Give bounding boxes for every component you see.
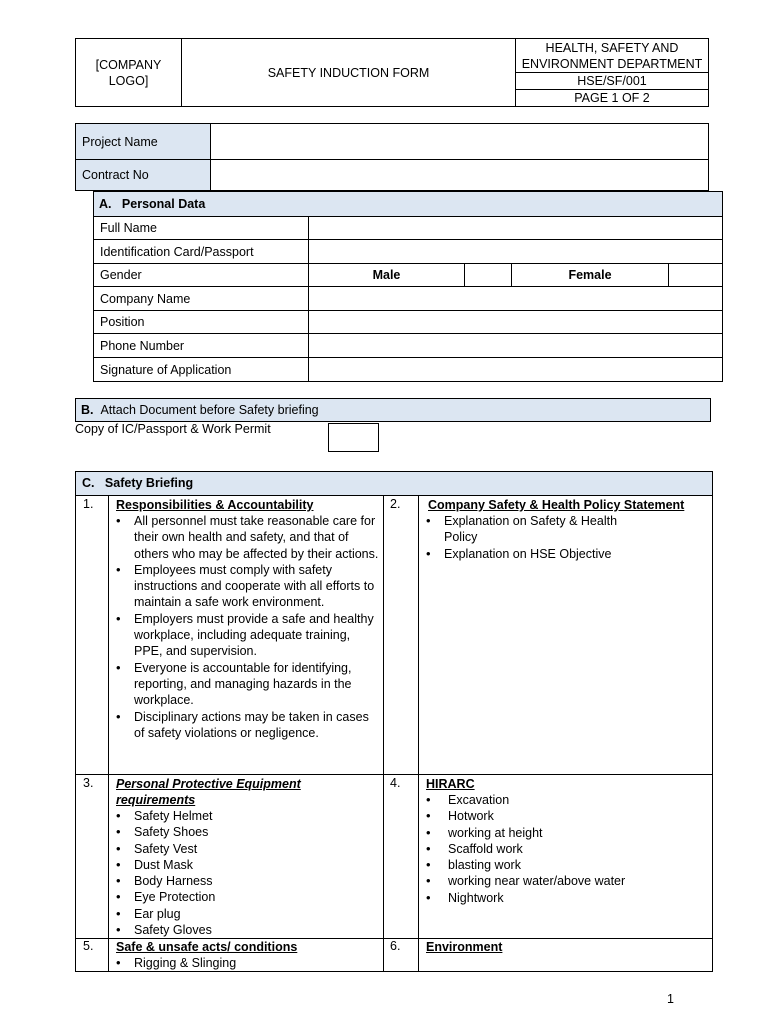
id-passport-field[interactable]: [309, 240, 723, 264]
list-item: • working at height: [420, 825, 710, 841]
personal-data-table: [93, 191, 723, 382]
list-item: • Ear plug: [110, 906, 380, 922]
bullet-list: [110, 513, 380, 741]
column-divider: [418, 496, 419, 971]
list-item: • Everyone is accountable for identifying, reporting, and managing hazards in the workplace.: [110, 660, 380, 709]
list-item: • Scaffold work: [420, 841, 710, 857]
full-name-label: Full Name: [94, 217, 309, 240]
gender-male-label: Male: [309, 264, 465, 287]
item-title: HIRARC: [426, 777, 475, 791]
company-name-label: Company Name: [94, 287, 309, 311]
section-a-header: A. Personal Data: [94, 192, 723, 217]
page-number: 1: [667, 992, 674, 1006]
gender-male-checkbox[interactable]: [465, 264, 512, 287]
briefing-item-hirarc: [420, 776, 710, 906]
list-item: • Dust Mask: [110, 857, 380, 873]
item-number: 4.: [390, 776, 401, 790]
list-item: • Hotwork: [420, 808, 710, 824]
list-item: • Employers must provide a safe and healthy workplace, including adequate training, PPE, and supervision.: [110, 611, 380, 660]
briefing-item-safe-unsafe: [110, 939, 380, 971]
project-name-field[interactable]: [211, 124, 709, 160]
item-title: Responsibilities & Accountability: [116, 498, 314, 512]
section-b-header: B. Attach Document before Safety briefing: [75, 398, 711, 422]
copy-documents-checkbox[interactable]: [328, 423, 379, 452]
item-title: Safe & unsafe acts/ conditions: [116, 940, 298, 954]
column-divider: [108, 496, 109, 971]
list-item: • Safety Gloves: [110, 922, 380, 938]
bullet-list: [420, 792, 710, 906]
item-number: 3.: [83, 776, 94, 790]
section-c-header: C. Safety Briefing: [76, 472, 712, 496]
gender-female-label: Female: [512, 264, 669, 287]
list-item: • Nightwork: [420, 890, 710, 906]
list-item: • Explanation on Safety & Health Policy: [420, 513, 650, 546]
phone-number-label: Phone Number: [94, 334, 309, 358]
safety-briefing-section: [75, 471, 713, 972]
gender-label: Gender: [94, 264, 309, 287]
briefing-item-responsibilities: [110, 497, 380, 741]
signature-label: Signature of Application: [94, 358, 309, 382]
list-item: • Safety Helmet: [110, 808, 380, 824]
list-item: • Safety Vest: [110, 841, 380, 857]
bullet-list: [110, 955, 380, 971]
id-passport-label: Identification Card/Passport: [94, 240, 309, 264]
list-item: • Explanation on HSE Objective: [420, 546, 650, 562]
briefing-item-policy: [420, 497, 710, 562]
form-title: SAFETY INDUCTION FORM: [182, 39, 516, 107]
list-item: • Disciplinary actions may be taken in cases of safety violations or negligence.: [110, 709, 380, 742]
project-name-label: Project Name: [76, 124, 211, 160]
item-title: Environment: [426, 940, 503, 954]
position-field[interactable]: [309, 311, 723, 334]
project-table: [75, 123, 709, 191]
contract-no-field[interactable]: [211, 160, 709, 191]
list-item: • Body Harness: [110, 873, 380, 889]
item-number: 6.: [390, 939, 401, 953]
briefing-item-ppe: [110, 776, 380, 938]
form-header: [75, 38, 709, 107]
list-item: • Employees must comply with safety instructions and cooperate with all efforts to maintain a safe work environment.: [110, 562, 380, 611]
column-divider: [383, 496, 384, 971]
list-item: • Excavation: [420, 792, 710, 808]
phone-number-field[interactable]: [309, 334, 723, 358]
copy-documents-label: Copy of IC/Passport & Work Permit: [75, 422, 271, 436]
department-name: HEALTH, SAFETY AND ENVIRONMENT DEPARTMENT: [516, 39, 709, 73]
item-title: Company Safety & Health Policy Statement: [428, 498, 685, 512]
bullet-list: [420, 513, 650, 562]
item-number: 5.: [83, 939, 94, 953]
list-item: • Safety Shoes: [110, 824, 380, 840]
item-number: 1.: [83, 497, 94, 511]
document-code: HSE/SF/001: [516, 73, 709, 90]
list-item: • blasting work: [420, 857, 710, 873]
company-logo-placeholder: [COMPANY LOGO]: [76, 39, 182, 107]
list-item: • All personnel must take reasonable care for their own health and safety, and that of others who may be affected by their actions.: [110, 513, 380, 562]
contract-no-label: Contract No: [76, 160, 211, 191]
briefing-item-environment: [420, 939, 710, 955]
position-label: Position: [94, 311, 309, 334]
item-number: 2.: [390, 497, 401, 511]
row-divider: [76, 774, 712, 775]
gender-female-checkbox[interactable]: [669, 264, 723, 287]
page-indicator: PAGE 1 OF 2: [516, 90, 709, 107]
company-name-field[interactable]: [309, 287, 723, 311]
full-name-field[interactable]: [309, 217, 723, 240]
bullet-list: [110, 808, 380, 938]
item-title: Personal Protective Equipment requirements: [116, 777, 301, 807]
list-item: • Eye Protection: [110, 889, 380, 905]
list-item: • working near water/above water: [420, 873, 710, 889]
signature-field[interactable]: [309, 358, 723, 382]
list-item: • Rigging & Slinging: [110, 955, 380, 971]
